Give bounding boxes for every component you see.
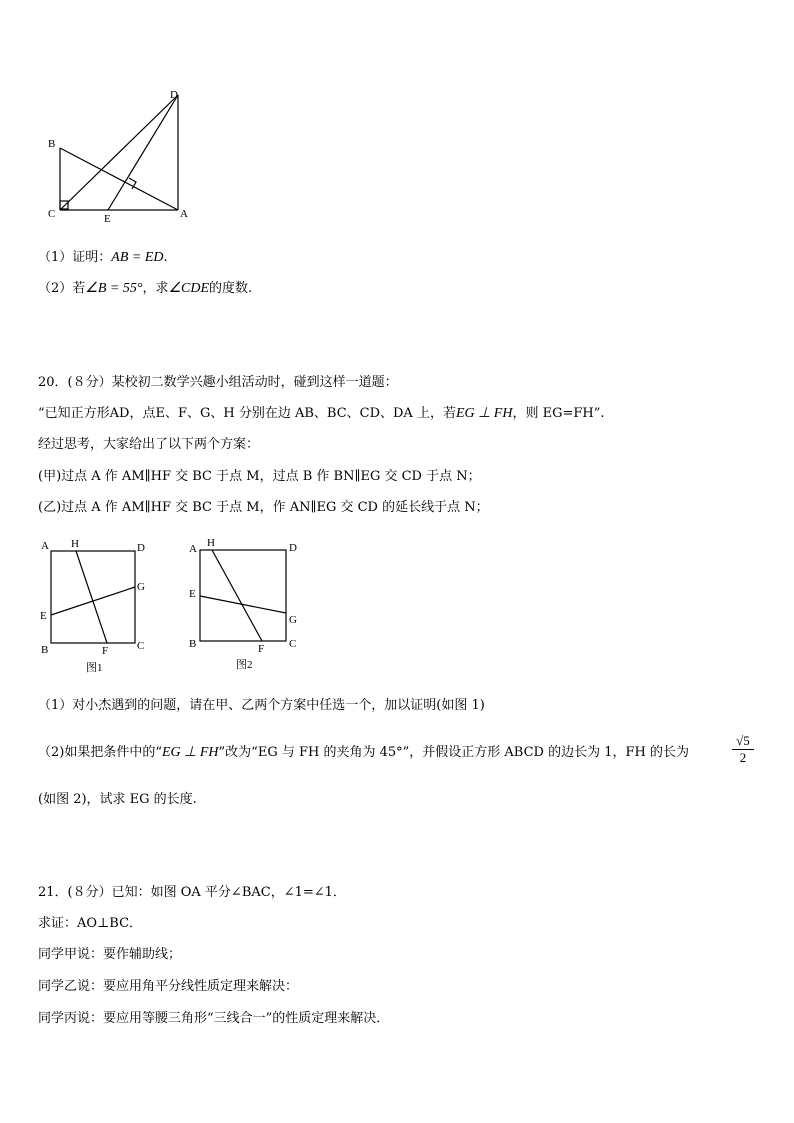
q21-student-b: 同学乙说：要应用角平分线性质定理来解决： — [38, 979, 299, 994]
fig1-label-H: H — [71, 538, 79, 550]
q20-part2-continued: (如图 2)，试求 EG 的长度. — [38, 792, 197, 807]
q19-part2-mid: ，求 — [142, 281, 169, 296]
q20-part2-pre: （2)如果把条件中的“ — [38, 745, 162, 760]
fraction-sqrt5-over-2 — [732, 733, 754, 766]
fig1-label-D: D — [137, 542, 145, 554]
q21-student-c: 同学丙说：要应用等腰三角形“三线合一”的性质定理来解决． — [38, 1011, 390, 1026]
triangle-figure — [40, 80, 200, 230]
label-D: D — [170, 89, 178, 101]
fig1-label-G: G — [137, 581, 145, 593]
q20-problem-post: ，则 EG=FH”. — [512, 406, 605, 421]
square-figure-2 — [186, 534, 306, 674]
q19-part2-math1: ∠B = 55° — [85, 281, 143, 296]
fig2-label-F: F — [258, 643, 265, 655]
q19-part2-prefix: （2）若 — [38, 281, 86, 296]
q21-prove: 求证：AO⊥BC． — [38, 916, 143, 931]
segment-HF-1 — [76, 551, 107, 643]
fig1-label-B: B — [41, 644, 49, 656]
fig1-caption: 图1 — [86, 662, 103, 674]
q21-header: 21．(８分）已知：如图 OA 平分∠BAC，∠1=∠1． — [38, 885, 346, 900]
q20-plan2: (乙)过点 A 作 AM∥HF 交 BC 于点 M，作 AN∥EG 交 CD 的延长线于点 N； — [38, 500, 489, 515]
fraction-numerator: √5 — [732, 733, 754, 750]
fig1-label-E: E — [40, 610, 47, 622]
q19-part2-math2: ∠CDE — [168, 281, 210, 296]
square-figure-1 — [36, 534, 156, 674]
fig2-label-D: D — [289, 542, 297, 554]
label-C: C — [48, 208, 56, 220]
fig1-label-C: C — [137, 640, 145, 652]
q20-plan1: (甲)过点 A 作 AM∥HF 交 BC 于点 M，过点 B 作 BN∥EG 交 CD 于点 N； — [38, 469, 481, 484]
fig2-label-C: C — [289, 638, 297, 650]
q19-part1 — [38, 249, 168, 267]
fig2-label-H: H — [207, 537, 215, 549]
q20-part2-math: EG ⊥ FH — [162, 745, 219, 760]
fig2-label-B: B — [189, 638, 197, 650]
fraction-denominator: 2 — [739, 750, 747, 765]
q19-part1-math: AB = ED — [111, 250, 164, 265]
label-E: E — [104, 213, 111, 225]
fig2-caption: 图2 — [236, 659, 253, 671]
q19-part2 — [38, 280, 252, 298]
fig2-label-E: E — [189, 588, 196, 600]
q20-intro: 经过思考，大家给出了以下两个方案： — [38, 437, 260, 452]
q19-part1-prefix: （1）证明： — [38, 250, 112, 265]
q19-part2-end: 的度数. — [209, 281, 253, 296]
right-angle-mark-C — [60, 201, 68, 209]
q20-part1: （1）对小杰遇到的问题，请在甲、乙两个方案中任选一个，加以证明(如图 1) — [38, 698, 485, 713]
fig2-label-A: A — [189, 543, 197, 555]
fig2-label-G: G — [289, 614, 297, 626]
label-B: B — [48, 138, 56, 150]
segment-BA — [60, 148, 178, 210]
q19-part1-end: . — [163, 250, 168, 265]
square-ABCD-1 — [51, 551, 135, 643]
segment-EG-2 — [200, 596, 286, 613]
q20-problem-pre: “已知正方形AD，点E、F、G、H 分别在边 AB、BC、CD、DA 上，若 — [38, 406, 456, 421]
q20-header: 20．(８分）某校初二数学兴趣小组活动时，碰到这样一道题： — [38, 375, 398, 390]
q21-student-a: 同学甲说：要作辅助线； — [38, 947, 182, 962]
square-ABCD-2 — [200, 550, 286, 641]
segment-HF-2 — [212, 550, 262, 641]
segment-EG-1 — [51, 587, 135, 615]
label-A: A — [180, 208, 188, 220]
fig1-label-F: F — [102, 645, 109, 657]
q20-part2-post: ”改为“EG 与 FH 的夹角为 45°”，并假设正方形 ABCD 的边长为 1，FH 的长为 — [218, 745, 689, 760]
q20-problem — [38, 405, 605, 423]
q20-part2 — [38, 744, 689, 762]
fig1-label-A: A — [41, 540, 49, 552]
q20-problem-math: EG ⊥ FH — [455, 406, 513, 421]
